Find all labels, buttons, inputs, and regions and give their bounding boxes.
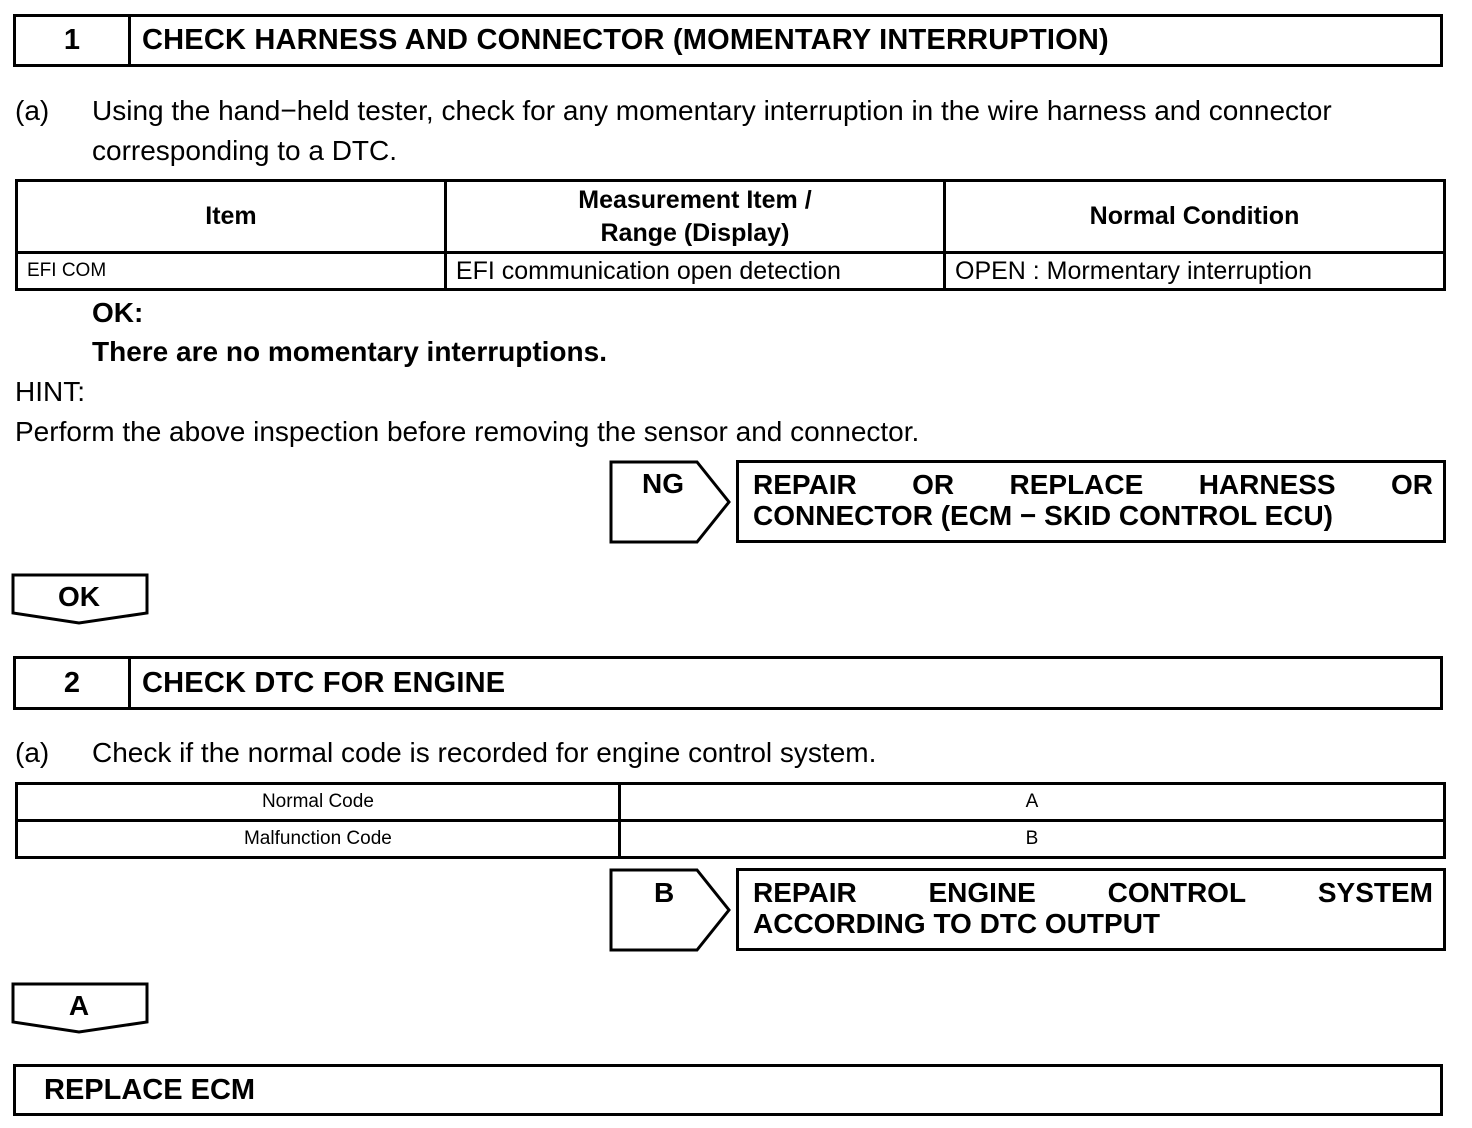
cell-code-result: A	[619, 784, 1444, 821]
table-row	[17, 821, 1445, 858]
step-2-header	[13, 656, 1443, 710]
ng-label: NG	[642, 468, 684, 499]
step-2-title: CHECK DTC FOR ENGINE	[142, 666, 506, 699]
step-1-item-a-marker: (a)	[15, 95, 50, 126]
code-table	[15, 782, 1446, 859]
cell-code-result: B	[619, 821, 1444, 858]
cell-measurement: EFI communication open detection	[445, 253, 944, 290]
ok-text: There are no momentary interruptions.	[92, 336, 607, 367]
ng-result-line-1	[753, 469, 1433, 500]
ng-word: OR	[912, 469, 955, 500]
ng-word: OR	[1391, 469, 1433, 500]
ng-word: HARNESS	[1198, 469, 1336, 500]
cell-code-name: Normal Code	[17, 784, 620, 821]
a-tab-label: A	[68, 990, 90, 1021]
ng-word: REPLACE	[1009, 469, 1144, 500]
final-box	[13, 1064, 1443, 1116]
header-item: Item	[17, 181, 446, 253]
cell-item: EFI COM	[17, 253, 446, 290]
step-2-number: 2	[16, 659, 131, 707]
b-word: REPAIR	[753, 877, 857, 908]
step-2-item-a-marker: (a)	[15, 737, 50, 768]
b-label: B	[654, 877, 675, 908]
hint-label: HINT:	[15, 376, 85, 407]
b-word: SYSTEM	[1317, 877, 1433, 908]
cell-code-name: Malfunction Code	[17, 821, 620, 858]
step-2-item-a-text: Check if the normal code is recorded for engine control system.	[92, 737, 877, 768]
ng-word: REPAIR	[753, 469, 857, 500]
table-row	[17, 253, 1445, 290]
header-measurement-line-2: Range (Display)	[600, 218, 790, 247]
measurement-table	[15, 179, 1446, 291]
b-word: ENGINE	[928, 877, 1036, 908]
hint-text: Perform the above inspection before removing the sensor and connector.	[15, 416, 920, 447]
b-word: CONTROL	[1107, 877, 1247, 908]
final-title: REPLACE ECM	[44, 1073, 256, 1106]
step-1-number: 1	[16, 17, 131, 64]
b-result-box	[736, 868, 1446, 951]
ng-result-box	[736, 460, 1446, 543]
cell-normal-condition: OPEN : Mormentary interruption	[945, 253, 1445, 290]
header-measurement	[445, 181, 944, 253]
b-result-line-2: ACCORDING TO DTC OUTPUT	[753, 908, 1161, 939]
ok-tab-label: OK	[58, 581, 100, 612]
header-normal-condition: Normal Condition	[945, 181, 1445, 253]
ng-result-line-2: CONNECTOR (ECM − SKID CONTROL ECU)	[753, 500, 1333, 531]
step-1-item-a-line-2: corresponding to a DTC.	[92, 135, 398, 166]
ok-label: OK:	[92, 297, 144, 328]
header-measurement-line-1: Measurement Item /	[578, 185, 812, 214]
table-row	[17, 784, 1445, 821]
step-1-title: CHECK HARNESS AND CONNECTOR (MOMENTARY INTERRUPTION)	[142, 24, 1109, 56]
b-result-line-1	[753, 877, 1433, 908]
step-1-item-a-line-1: Using the hand−held tester, check for any momentary interruption in the wire harness and connector	[92, 95, 1332, 126]
step-1-header	[13, 14, 1443, 67]
